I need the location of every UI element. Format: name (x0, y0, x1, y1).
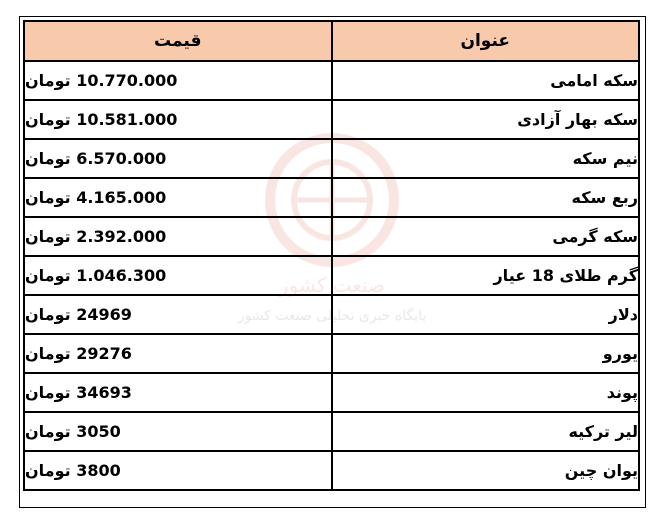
table-row (24, 334, 639, 373)
table-row (24, 373, 639, 412)
header-price: قیمت (24, 21, 332, 61)
row-price: 2.392.000 تومان (24, 217, 332, 256)
header-title: عنوان (332, 21, 640, 61)
row-title: نیم سکه (332, 139, 640, 178)
row-title: سکه گرمی (332, 217, 640, 256)
row-title: سکه امامی (332, 61, 640, 100)
row-price: 24969 تومان (24, 295, 332, 334)
row-price: 6.570.000 تومان (24, 139, 332, 178)
row-price: 3800 تومان (24, 451, 332, 490)
row-price: 10.581.000 تومان (24, 100, 332, 139)
row-price: 10.770.000 تومان (24, 61, 332, 100)
row-price: 3050 تومان (24, 412, 332, 451)
row-title: یورو (332, 334, 640, 373)
table-header-row (24, 21, 639, 61)
row-title: لیر ترکیه (332, 412, 640, 451)
table-row (24, 295, 639, 334)
row-price: 34693 تومان (24, 373, 332, 412)
table-row (24, 100, 639, 139)
row-price: 4.165.000 تومان (24, 178, 332, 217)
table-row (24, 451, 639, 490)
row-title: ربع سکه (332, 178, 640, 217)
row-title: پوند (332, 373, 640, 412)
table-row (24, 256, 639, 295)
row-price: 1.046.300 تومان (24, 256, 332, 295)
table-row (24, 217, 639, 256)
row-title: دلار (332, 295, 640, 334)
svg-text:پایگاه خبری تحلیلی صنعت کشور: پایگاه خبری تحلیلی صنعت کشور (237, 308, 427, 324)
row-title: یوان چین (332, 451, 640, 490)
table-row (24, 61, 639, 100)
svg-text:صنعت کشور: صنعت کشور (278, 273, 386, 297)
price-table (23, 20, 640, 491)
table-row (24, 412, 639, 451)
table-row (24, 178, 639, 217)
row-title: سکه بهار آزادی (332, 100, 640, 139)
row-title: گرم طلای 18 عیار (332, 256, 640, 295)
table-row (24, 139, 639, 178)
row-price: 29276 تومان (24, 334, 332, 373)
